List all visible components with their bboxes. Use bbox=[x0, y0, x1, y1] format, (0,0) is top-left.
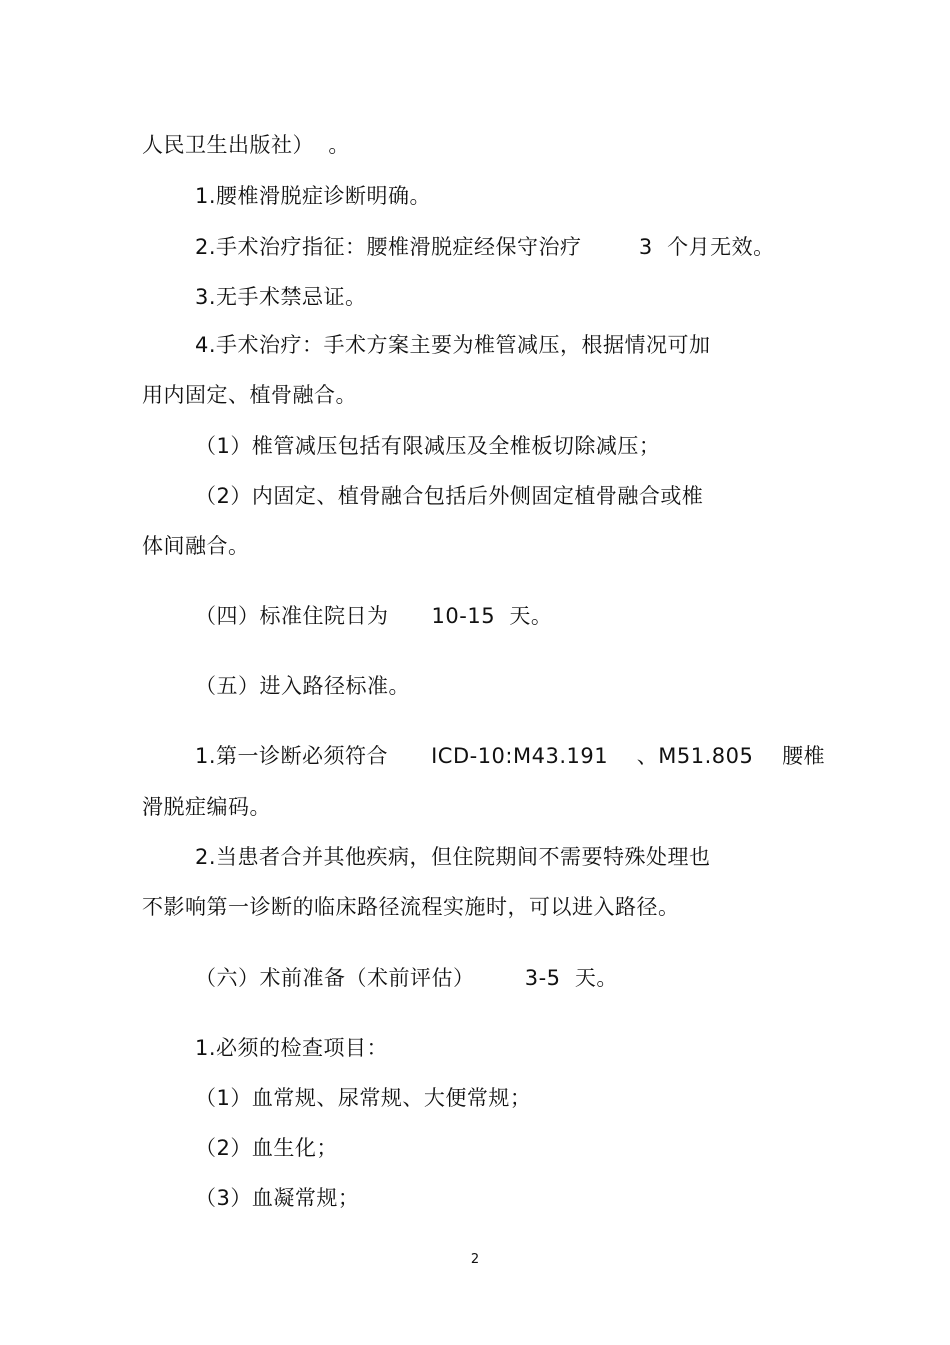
text-line: （1）椎管减压包括有限减压及全椎板切除减压； bbox=[195, 434, 661, 458]
text-line: 1.必须的检查项目： bbox=[195, 1036, 389, 1060]
text-line: 2.当患者合并其他疾病，但住院期间不需要特殊处理也 bbox=[195, 845, 711, 869]
text-line: （四）标准住院日为 10-15 天。 bbox=[195, 604, 553, 628]
text-line: 用内固定、植骨融合。 bbox=[142, 383, 357, 407]
text-line: 体间融合。 bbox=[142, 534, 250, 558]
text-line: （六）术前准备（术前评估） 3-5 天。 bbox=[195, 966, 618, 990]
page-number: 2 bbox=[470, 1252, 480, 1267]
text-line: 滑脱症编码。 bbox=[142, 795, 271, 819]
text-line: （1）血常规、尿常规、大便常规； bbox=[195, 1086, 532, 1110]
text-line: （2）内固定、植骨融合包括后外侧固定植骨融合或椎 bbox=[195, 484, 704, 508]
text-line: （五）进入路径标准。 bbox=[195, 674, 410, 698]
text-line: 2.手术治疗指征：腰椎滑脱症经保守治疗 3 个月无效。 bbox=[195, 235, 775, 259]
text-line: 3.无手术禁忌证。 bbox=[195, 285, 367, 309]
text-line: 4.手术治疗：手术方案主要为椎管减压，根据情况可加 bbox=[195, 333, 711, 357]
text-line: 1.第一诊断必须符合 ICD-10:M43.191 、M51.805 腰椎 bbox=[195, 744, 826, 768]
text-line: （3）血凝常规； bbox=[195, 1186, 360, 1210]
text-line: 不影响第一诊断的临床路径流程实施时，可以进入路径。 bbox=[142, 895, 680, 919]
text-line: （2）血生化； bbox=[195, 1136, 338, 1160]
text-line: 1.腰椎滑脱症诊断明确。 bbox=[195, 184, 432, 208]
text-line: 人民卫生出版社） 。 bbox=[142, 133, 350, 157]
